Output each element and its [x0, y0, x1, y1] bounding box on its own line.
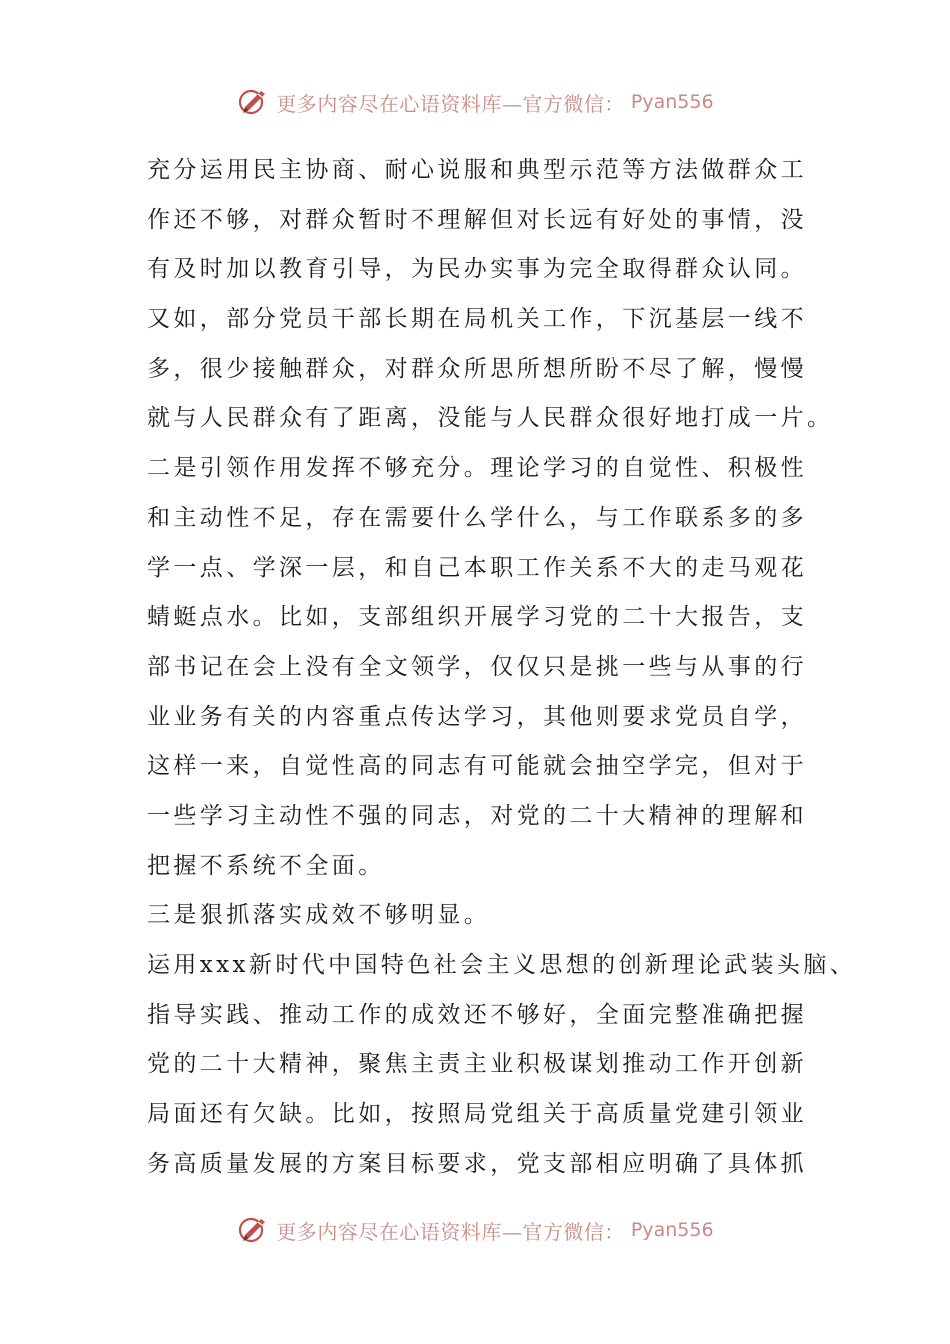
text-line: 二是引领作用发挥不够充分。理论学习的自觉性、积极性 — [147, 455, 807, 482]
watermark-handle: Pyan556 — [630, 91, 714, 113]
text-line: 运用xxx新时代中国特色社会主义思想的创新理论武装头脑、 — [147, 952, 857, 978]
text-line: 党的二十大精神，聚焦主责主业积极谋划推动工作开创新 — [147, 1051, 807, 1078]
text-line: 作还不够，对群众暂时不理解但对长远有好处的事情，没 — [147, 206, 807, 233]
text-line: 局面还有欠缺。比如，按照局党组关于高质量党建引领业 — [147, 1101, 807, 1128]
text-line: 又如，部分党员干部长期在局机关工作，下沉基层一线不 — [147, 306, 807, 333]
pen-logo-icon — [236, 85, 270, 119]
text-line: 充分运用民主协商、耐心说服和典型示范等方法做群众工 — [147, 157, 807, 183]
text-line: 务高质量发展的方案目标要求，党支部相应明确了具体抓 — [147, 1150, 807, 1177]
text-line: 蜻蜓点水。比如，支部组织开展学习党的二十大报告，支 — [147, 604, 807, 631]
header-watermark — [0, 82, 950, 122]
text-line: 有及时加以教育引导，为民办实事为完全取得群众认同。 — [147, 256, 807, 283]
text-line: 指导实践、推动工作的成效还不够好，全面完整准确把握 — [147, 1001, 807, 1028]
text-line: 一些学习主动性不强的同志，对党的二十大精神的理解和 — [147, 802, 807, 829]
text-line: 多，很少接触群众，对群众所思所想所盼不尽了解，慢慢 — [147, 355, 807, 382]
watermark-text: 更多内容尽在心语资料库—官方微信： — [276, 91, 625, 116]
text-line: 这样一来，自觉性高的同志有可能就会抽空学完，但对于 — [147, 753, 807, 780]
text-line: 和主动性不足，存在需要什么学什么，与工作联系多的多 — [147, 504, 807, 531]
document-body — [147, 146, 857, 1189]
text-line: 业业务有关的内容重点传达学习，其他则要求党员自学， — [147, 703, 807, 730]
text-line: 把握不系统不全面。 — [147, 852, 385, 879]
watermark-handle: Pyan556 — [630, 1219, 714, 1241]
footer-watermark — [0, 1210, 950, 1250]
watermark-text: 更多内容尽在心语资料库—官方微信： — [276, 1219, 625, 1244]
text-line: 学一点、学深一层，和自己本职工作关系不大的走马观花 — [147, 554, 807, 581]
pen-logo-icon — [236, 1213, 270, 1247]
text-line: 就与人民群众有了距离，没能与人民群众很好地打成一片。 — [147, 405, 834, 432]
text-line: 三是狠抓落实成效不够明显。 — [147, 902, 491, 929]
text-line: 部书记在会上没有全文领学，仅仅只是挑一些与从事的行 — [147, 653, 807, 680]
